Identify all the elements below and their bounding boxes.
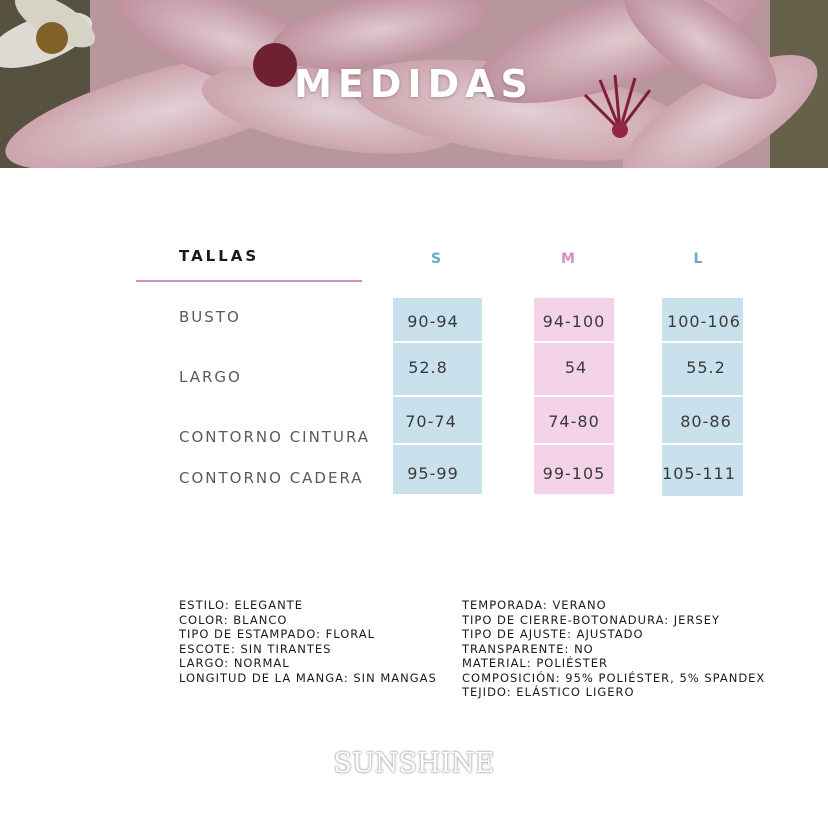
- spec-item: TIPO DE AJUSTE: AJUSTADO: [462, 627, 644, 641]
- spec-item: TIPO DE CIERRE-BOTONADURA: JERSEY: [462, 612, 721, 627]
- spec-item: COLOR: BLANCO: [179, 612, 288, 627]
- spec-item: MATERIAL: POLIÉSTER: [462, 656, 609, 670]
- header-banner: [0, 0, 828, 168]
- row-divider: [534, 395, 614, 397]
- brand-watermark: SUNSHINE: [333, 748, 495, 779]
- size-l-header: L: [693, 251, 703, 267]
- specs-right-list: [462, 598, 765, 700]
- row-label-busto: BUSTO: [179, 308, 241, 326]
- table-cell: 100-106: [667, 311, 741, 331]
- row-divider: [393, 443, 482, 445]
- header-underline: [136, 280, 362, 282]
- spec-item: ESTILO: ELEGANTE: [179, 598, 303, 612]
- table-cell: 99-105: [542, 463, 606, 483]
- sizes-header-label: TALLAS: [179, 247, 260, 265]
- table-cell: 52.8: [408, 357, 448, 377]
- size-s-header: S: [430, 251, 442, 267]
- spec-item: LARGO: NORMAL: [179, 656, 290, 670]
- spec-item: TEMPORADA: VERANO: [462, 598, 607, 612]
- page-title: MEDIDAS: [294, 62, 534, 106]
- table-cell: 70-74: [405, 411, 457, 431]
- table-cell: 80-86: [680, 411, 732, 431]
- table-cell: 55.2: [686, 357, 726, 377]
- row-divider: [393, 395, 482, 397]
- row-label-cintura: CONTORNO CINTURA: [179, 428, 371, 446]
- specs-left-list: [179, 598, 437, 685]
- row-label-cadera: CONTORNO CADERA: [179, 469, 364, 487]
- spec-item: COMPOSICIÓN: 95% POLIÉSTER, 5% SPANDEX: [462, 670, 766, 685]
- row-label-largo: LARGO: [179, 368, 242, 386]
- row-divider: [662, 443, 743, 445]
- table-cell: 105-111: [662, 463, 736, 483]
- table-cell: 90-94: [407, 311, 459, 331]
- spec-item: ESCOTE: SIN TIRANTES: [179, 641, 332, 656]
- spec-item: LONGITUD DE LA MANGA: SIN MANGAS: [179, 670, 437, 685]
- spec-item: TEJIDO: ELÁSTICO LIGERO: [462, 685, 635, 699]
- table-cell: 94-100: [542, 311, 606, 331]
- spec-item: TRANSPARENTE: NO: [462, 641, 594, 656]
- size-m-header: M: [561, 251, 575, 267]
- row-divider: [534, 443, 614, 445]
- table-cell: 95-99: [407, 463, 459, 483]
- table-cell: 74-80: [548, 411, 600, 431]
- row-divider: [662, 395, 743, 397]
- table-cell: 54: [564, 357, 588, 377]
- spec-item: TIPO DE ESTAMPADO: FLORAL: [179, 627, 376, 641]
